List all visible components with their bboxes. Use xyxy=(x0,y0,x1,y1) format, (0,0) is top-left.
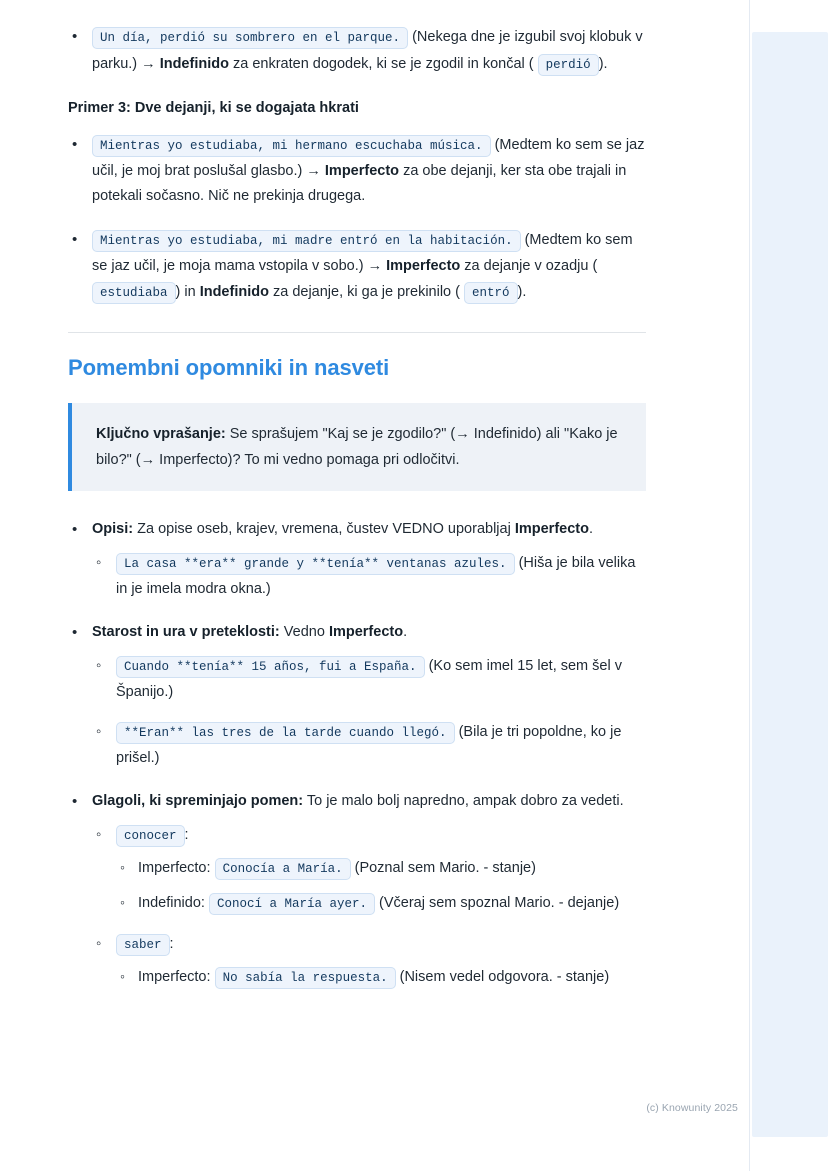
section-divider xyxy=(68,332,646,333)
list-item xyxy=(116,855,646,882)
example3-bullet-list xyxy=(68,132,646,306)
code-snippet xyxy=(215,856,351,881)
code-text: Conocí a María ayer. xyxy=(209,893,375,915)
code-text: Mientras yo estudiaba, mi madre entró en la habitación. xyxy=(92,230,521,252)
tip-label: Glagoli, ki spreminjajo pomen: xyxy=(92,793,304,809)
tip-bold-term: Imperfecto xyxy=(514,521,589,537)
verb-colon: : xyxy=(169,936,174,952)
code-text: No sabía la respuesta. xyxy=(215,967,396,989)
code-text: Cuando **tenía** 15 años, fui a España. xyxy=(116,656,425,678)
code-snippet xyxy=(464,280,518,305)
tip-text: Za opise oseb, krajev, vremena, čustev VEDNO uporabljaj xyxy=(133,521,515,537)
bullet-text-end: ). xyxy=(517,284,527,300)
tip-text-end: . xyxy=(588,521,594,537)
sub-text: (Hiša je bila velika in je imela modra okna.) xyxy=(116,555,636,597)
bullet-text-after: za obe dejanji, ker sta obe trajali in potekali sočasno. Nič ne prekinja drugega. xyxy=(92,163,627,204)
bullet-text-mid2: ) in xyxy=(175,284,200,300)
code-snippet xyxy=(92,25,408,50)
example3-heading: Primer 3: Dve dejanji, ki se dogajata hkrati xyxy=(68,100,359,116)
code-text: estudiaba xyxy=(92,282,176,304)
verbs-list xyxy=(92,822,646,991)
list-item xyxy=(68,24,646,78)
verb-colon: : xyxy=(184,827,189,843)
bold-term: Indefinido xyxy=(159,56,229,72)
tip-text: To je malo bolj napredno, ampak dobro za vedeti. xyxy=(303,793,624,809)
code-snippet xyxy=(209,891,375,916)
code-snippet xyxy=(116,823,185,848)
list-item xyxy=(68,517,646,602)
bullet-text-before: (Nekega dne je izgubil svoj klobuk v parku.) → xyxy=(92,29,643,72)
tips-list xyxy=(68,517,646,991)
bold-term: Imperfecto xyxy=(324,163,400,179)
list-item xyxy=(68,132,646,209)
bullet-text-end: ). xyxy=(598,56,608,72)
code-text: **Eran** las tres de la tarde cuando llegó. xyxy=(116,722,455,744)
code-text: entró xyxy=(464,282,518,304)
tip-label: Opisi: xyxy=(92,521,134,537)
sub-text: (Bila je tri popoldne, ko je prišel.) xyxy=(116,724,622,766)
copyright-footer: (c) Knowunity 2025 xyxy=(646,1102,738,1114)
form-label: Imperfecto: xyxy=(138,860,211,876)
verb-forms-list xyxy=(116,964,646,991)
code-text: saber xyxy=(116,934,170,956)
verb-forms-list xyxy=(116,855,646,917)
document-content xyxy=(68,24,646,1009)
code-text: Mientras yo estudiaba, mi hermano escuchaba música. xyxy=(92,135,491,157)
code-snippet xyxy=(116,932,170,957)
bold-term: Indefinido xyxy=(199,284,269,300)
code-snippet xyxy=(116,551,515,576)
code-snippet xyxy=(92,133,491,158)
bold-term: Imperfecto xyxy=(386,258,461,274)
code-snippet xyxy=(116,654,425,679)
code-snippet xyxy=(538,52,599,77)
list-item xyxy=(68,620,646,771)
list-item xyxy=(92,719,646,771)
scrollbar[interactable] xyxy=(749,0,828,1171)
form-text: (Poznal sem Mario. - stanje) xyxy=(350,860,536,876)
list-item xyxy=(68,789,646,991)
bullet-text-after: za enkraten dogodek, ki se je zgodil in končal ( xyxy=(228,56,534,72)
list-item xyxy=(92,653,646,705)
bullet-text-before: (Medtem ko sem se jaz učil, je moj brat poslušal glasbo.) → xyxy=(92,137,645,179)
callout-label: Ključno vprašanje: xyxy=(96,426,226,442)
code-snippet xyxy=(116,720,455,745)
section-title: Pomembni opomniki in nasveti xyxy=(68,355,390,380)
list-item xyxy=(68,227,646,306)
key-question-callout xyxy=(68,403,646,491)
code-text: La casa **era** grande y **tenía** ventanas azules. xyxy=(116,553,515,575)
tip-sublist xyxy=(92,653,646,771)
code-text: conocer xyxy=(116,825,185,847)
form-text: (Nisem vedel odgovora. - stanje) xyxy=(395,969,610,985)
code-text: Un día, perdió su sombrero en el parque. xyxy=(92,27,408,49)
list-item xyxy=(116,964,646,991)
tip-bold-term: Imperfecto xyxy=(328,624,404,640)
code-snippet xyxy=(92,280,176,305)
list-item xyxy=(92,550,646,602)
tip-label: Starost in ura v preteklosti: xyxy=(92,624,280,640)
bullet-text-before: (Medtem ko sem se jaz učil, je moja mama vstopila v sobo.) → xyxy=(92,232,633,274)
form-label: Imperfecto: xyxy=(138,969,211,985)
code-text: perdió xyxy=(538,54,599,76)
tip-text-end: . xyxy=(403,624,408,640)
list-item xyxy=(92,931,646,991)
tip-text: Vedno xyxy=(279,624,329,640)
callout-text: Se sprašujem "Kaj se je zgodilo?" (→ Indefinido) ali "Kako je bilo?" (→ Imperfecto)? To mi vedno pomaga pri odločitvi. xyxy=(96,426,618,468)
sub-text: (Ko sem imel 15 let, sem šel v Španijo.) xyxy=(116,658,622,700)
bullet-text-mid: za dejanje v ozadju ( xyxy=(460,258,598,274)
list-item xyxy=(116,890,646,917)
scrollbar-thumb[interactable] xyxy=(752,32,828,1137)
top-bullet-list xyxy=(68,24,646,78)
code-snippet xyxy=(215,965,396,990)
list-item xyxy=(92,822,646,917)
form-text: (Včeraj sem spoznal Mario. - dejanje) xyxy=(374,895,620,911)
code-text: Conocía a María. xyxy=(215,858,351,880)
code-snippet xyxy=(92,228,521,253)
bullet-text-mid3: za dejanje, ki ga je prekinilo ( xyxy=(268,284,460,300)
tip-sublist xyxy=(92,550,646,602)
form-label: Indefinido: xyxy=(138,895,205,911)
